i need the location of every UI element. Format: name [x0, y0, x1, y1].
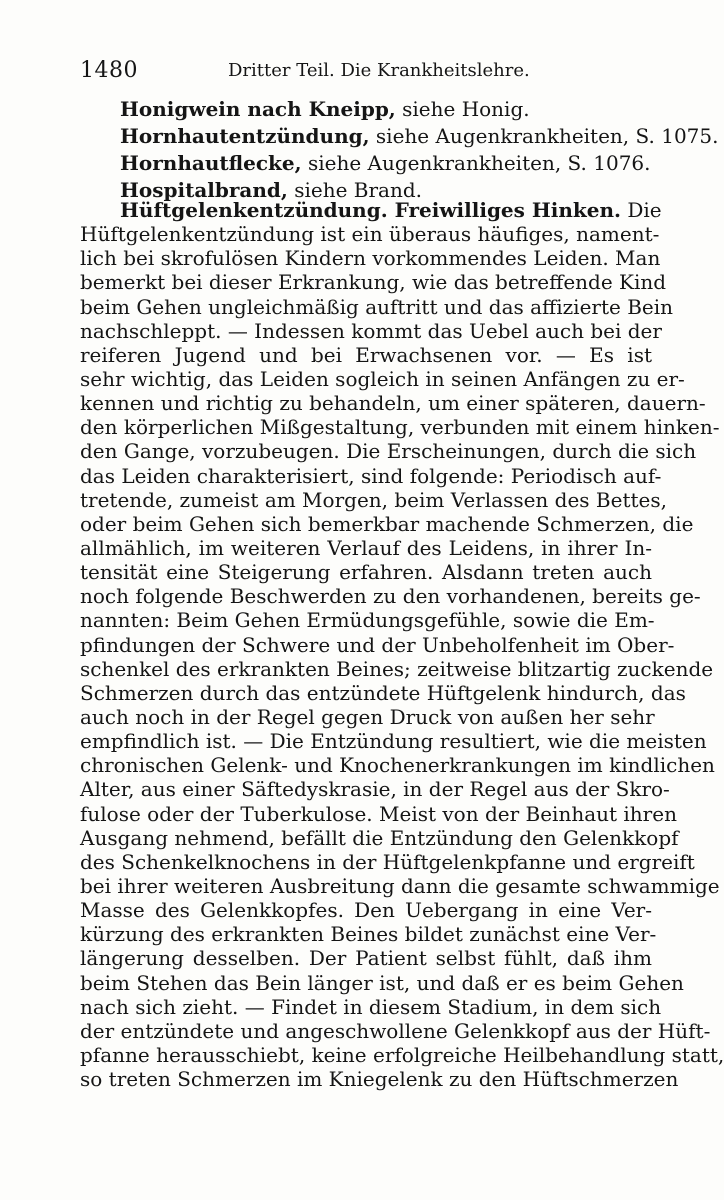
- text-line: kürzung des erkrankten Beines bildet zunächst eine Ver-: [80, 922, 657, 947]
- entry-reference: siehe Honig.: [395, 97, 530, 121]
- text-line: tensität eine Steigerung erfahren. Alsdann treten auch: [80, 560, 652, 585]
- entry-honigwein: [120, 96, 660, 123]
- text-line: nachschleppt. — Indessen kommt das Uebel auch bei der: [80, 318, 662, 343]
- text-line: Schmerzen durch das entzündete Hüftgelenk hindurch, das: [80, 680, 686, 705]
- text-line: kennen und richtig zu behandeln, um einer späteren, dauern-: [80, 391, 706, 416]
- text-line: nannten: Beim Gehen Ermüdungsgefühle, sowie die Em-: [80, 608, 655, 633]
- page-header: [80, 58, 650, 86]
- entry-hornhautentzuendung: [120, 123, 719, 150]
- text-line: Hüftgelenkentzündung ist ein überaus häufiges, nament-: [80, 222, 660, 247]
- text-line: längerung desselben. Der Patient selbst fühlt, daß ihm: [80, 946, 652, 971]
- text-line: reiferen Jugend und bei Erwachsenen vor. — Es ist: [80, 342, 652, 367]
- text-line: sehr wichtig, das Leiden sogleich in seinen Anfängen zu er-: [80, 366, 685, 391]
- entry-headword: Honigwein nach Kneipp,: [120, 97, 396, 121]
- text-line: nach sich zieht. — Findet in diesem Stadium, in dem sich: [80, 994, 662, 1019]
- text-line: den körperlichen Mißgestaltung, verbunden mit einem hinken-: [80, 415, 720, 440]
- text-line: bei ihrer weiteren Ausbreitung dann die gesamte schwammige: [80, 873, 720, 898]
- running-head: Dritter Teil. Die Krankheitslehre.: [228, 60, 530, 81]
- text-line: Alter, aus einer Säftedyskrasie, in der Regel aus der Skro-: [80, 777, 670, 802]
- main-entry-heading: [80, 198, 662, 222]
- text-line: bemerkt bei dieser Erkrankung, wie das betreffende Kind: [80, 270, 667, 295]
- entry-reference: siehe Brand.: [287, 178, 422, 202]
- text-line: fulose oder der Tuberkulose. Meist von der Beinhaut ihren: [80, 801, 677, 826]
- text-line: oder beim Gehen sich bemerkbar machende Schmerzen, die: [80, 511, 694, 536]
- text-line: pfanne herausschiebt, keine erfolgreiche Heilbehandlung statt,: [80, 1042, 724, 1067]
- entry-headword: Hornhautflecke,: [120, 151, 302, 175]
- cross-reference-entries: [120, 96, 719, 204]
- entry-reference: siehe Augenkrankheiten, S. 1076.: [301, 151, 651, 175]
- text-line: chronischen Gelenk- und Knochenerkrankungen im kindlichen: [80, 753, 715, 778]
- text-line: des Schenkelknochens in der Hüftgelenkpfanne und ergreift: [80, 849, 695, 874]
- text-line: beim Gehen ungleichmäßig auftritt und das affizierte Bein: [80, 294, 674, 319]
- main-entry: [80, 198, 724, 1092]
- entry-hornhautflecke: [120, 150, 660, 177]
- page-number: 1480: [80, 58, 138, 83]
- main-entry-headword: Hüftgelenkentzündung. Freiwilliges Hinken.: [120, 198, 621, 222]
- text-line: noch folgende Beschwerden zu den vorhandenen, bereits ge-: [80, 584, 701, 609]
- text-line: der entzündete und angeschwollene Gelenkkopf aus der Hüft-: [80, 1018, 711, 1043]
- text-line: Masse des Gelenkkopfes. Den Uebergang in eine Ver-: [80, 898, 652, 923]
- entry-headword: Hospitalbrand,: [120, 178, 288, 202]
- text-line: auch noch in der Regel gegen Druck von außen her sehr: [80, 704, 655, 729]
- text-line: empfindlich ist. — Die Entzündung resultiert, wie die meisten: [80, 729, 707, 754]
- text-line: schenkel des erkrankten Beines; zeitweise blitzartig zuckende: [80, 656, 714, 681]
- main-entry-heading-tail: Die: [621, 198, 662, 222]
- entry-headword: Hornhautentzündung,: [120, 124, 370, 148]
- entry-reference: siehe Augenkrankheiten, S. 1075.: [369, 124, 719, 148]
- text-line: so treten Schmerzen im Kniegelenk zu den Hüftschmerzen: [80, 1067, 679, 1092]
- text-line: beim Stehen das Bein länger ist, und daß er es beim Gehen: [80, 970, 684, 995]
- text-line: lich bei skrofulösen Kindern vorkommendes Leiden. Man: [80, 246, 661, 271]
- text-line: tretende, zumeist am Morgen, beim Verlassen des Bettes,: [80, 487, 667, 512]
- text-line: das Leiden charakterisiert, sind folgende: Periodisch auf-: [80, 463, 662, 488]
- text-line: Ausgang nehmend, befällt die Entzündung den Gelenkkopf: [80, 825, 679, 850]
- text-line: allmählich, im weiteren Verlauf des Leidens, in ihrer In-: [80, 535, 652, 560]
- text-line: den Gange, vorzubeugen. Die Erscheinungen, durch die sich: [80, 439, 697, 464]
- text-line: pfindungen der Schwere und der Unbeholfenheit im Ober-: [80, 632, 675, 657]
